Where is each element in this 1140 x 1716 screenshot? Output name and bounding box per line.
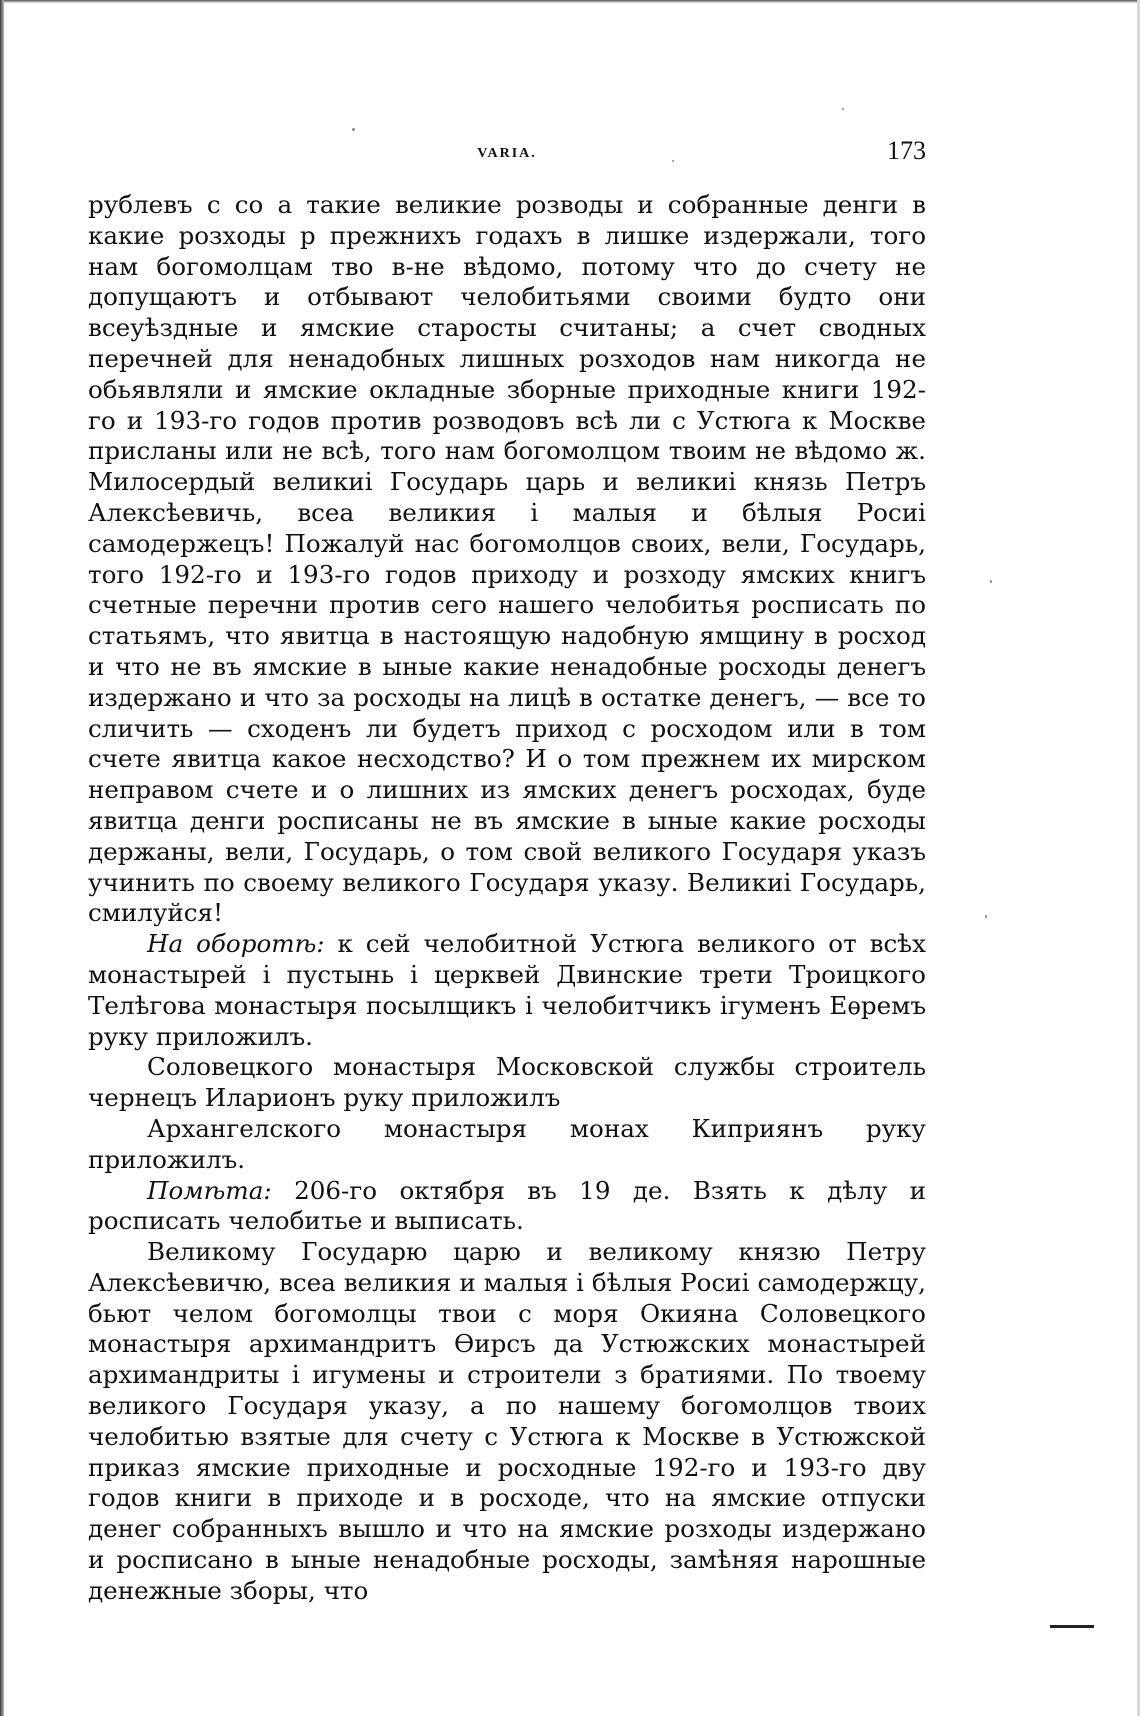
paragraph-text: Архангелского монастыря монах Киприянъ руку приложилъ.	[88, 1113, 926, 1174]
scan-edge-left	[0, 0, 4, 1716]
page-header	[88, 136, 926, 172]
paragraph	[88, 190, 926, 929]
paragraph-text: 206-го октября въ 19 де. Взять к дѣлу и росписать челобитье и выписать.	[88, 1175, 926, 1236]
paragraph	[88, 1114, 926, 1176]
paragraph-text: к сей челобитной Устюга великого от всѣх монастырей і пустынь і церквей Двинские трети Троицкого Телѣгова монастыря посылщикъ і челобитчикъ ігуменъ Еѳремъ руку приложилъ.	[88, 929, 926, 1051]
page-number: 173	[887, 136, 926, 165]
running-head: VARIA.	[477, 146, 537, 161]
paragraph-text: Соловецкого монастыря Московской службы строитель чернецъ Иларионъ руку приложилъ	[88, 1052, 926, 1113]
paragraph-text: Великому Государю царю и великому князю Петру Алексѣевичю, всеа великия и малыя і бѣлыя Росиі самодержцу, бьют челом богомолцы твои с моря Окияна Соловецкого монастыря архимандритъ Ѳирсъ да Устюжских монастырей архимандриты і игумены и строители з братиями. По твоему великого Государя указу, а по нашему богомолцов твоих челобитью взятые для счету с Устюга к Москве в Устюжской приказ ямские приходные и росходные 192-го и 193-го дву годов книги в приходе и в росходе, что на ямские отпуски денег собранныхъ вышло и что на ямские розходы издержано и росписано в ыные ненадобные росходы, замѣняя нарошные денежные зборы, что	[88, 1237, 926, 1605]
scan-edge-top	[0, 0, 1140, 3]
paragraph-lead-italic: Помѣта:	[147, 1175, 272, 1205]
scan-speck	[352, 128, 355, 131]
paragraph-text: рублевъ с со а такие великие розводы и собранные денги в какие розходы р прежнихъ годахъ в лишке издержали, того нам богомолцам тво в-не вѣдомо, потому что до счету не допущаютъ и отбывают челобитьями своими будто они всеуѣздные и ямские старосты считаны; а счет сводных перечней для ненадобных лишных розходов нам никогда не обьявляли и ямские окладные зборные приходные книги 192-го и 193-го годов против розводовъ всѣ ли с Устюга к Москве присланы или не всѣ, того нам богомолцом твоим не вѣдомо ж. Милосердый великиі Государь царь и великиі князь Петръ Алексѣевичь, всеа великия і малыя и бѣлыя Росиі самодержецъ! Пожалуй нас богомолцов своих, вели, Государь, того 192-го и 193-го годов приходу и розходу ямских книгъ счетные перечни против сего нашего челобитья росписать по статьямъ, что явитца в настоящую надобную ямщину в росход и что не въ ямские в ыные какие ненадобные росходы денегъ издержано и что за росходы на лицѣ в остатке денегъ, — все то сличить — сходенъ ли будетъ приход с росходом или в том счете явитца какое несходство? И о том прежнем их мирском неправом счете и о лишних из ямских денегъ росходах, буде явитца денги росписаны не въ ямские в ыные какие росходы держаны, вели, Государь, о том свой великого Государя указъ учинить по своему великого Государя указу. Великиі Государь, смилуйся!	[88, 190, 926, 928]
document-page	[88, 136, 926, 1607]
paragraph	[88, 1237, 926, 1607]
scan-speck	[842, 108, 844, 110]
body-text	[88, 190, 926, 1607]
paragraph	[88, 1052, 926, 1114]
scan-speck	[985, 915, 987, 918]
paragraph	[88, 1176, 926, 1238]
paragraph-lead-italic: На оборотѣ:	[147, 929, 325, 959]
scan-speck	[990, 580, 992, 583]
paragraph	[88, 929, 926, 1052]
margin-mark	[1050, 1625, 1094, 1628]
